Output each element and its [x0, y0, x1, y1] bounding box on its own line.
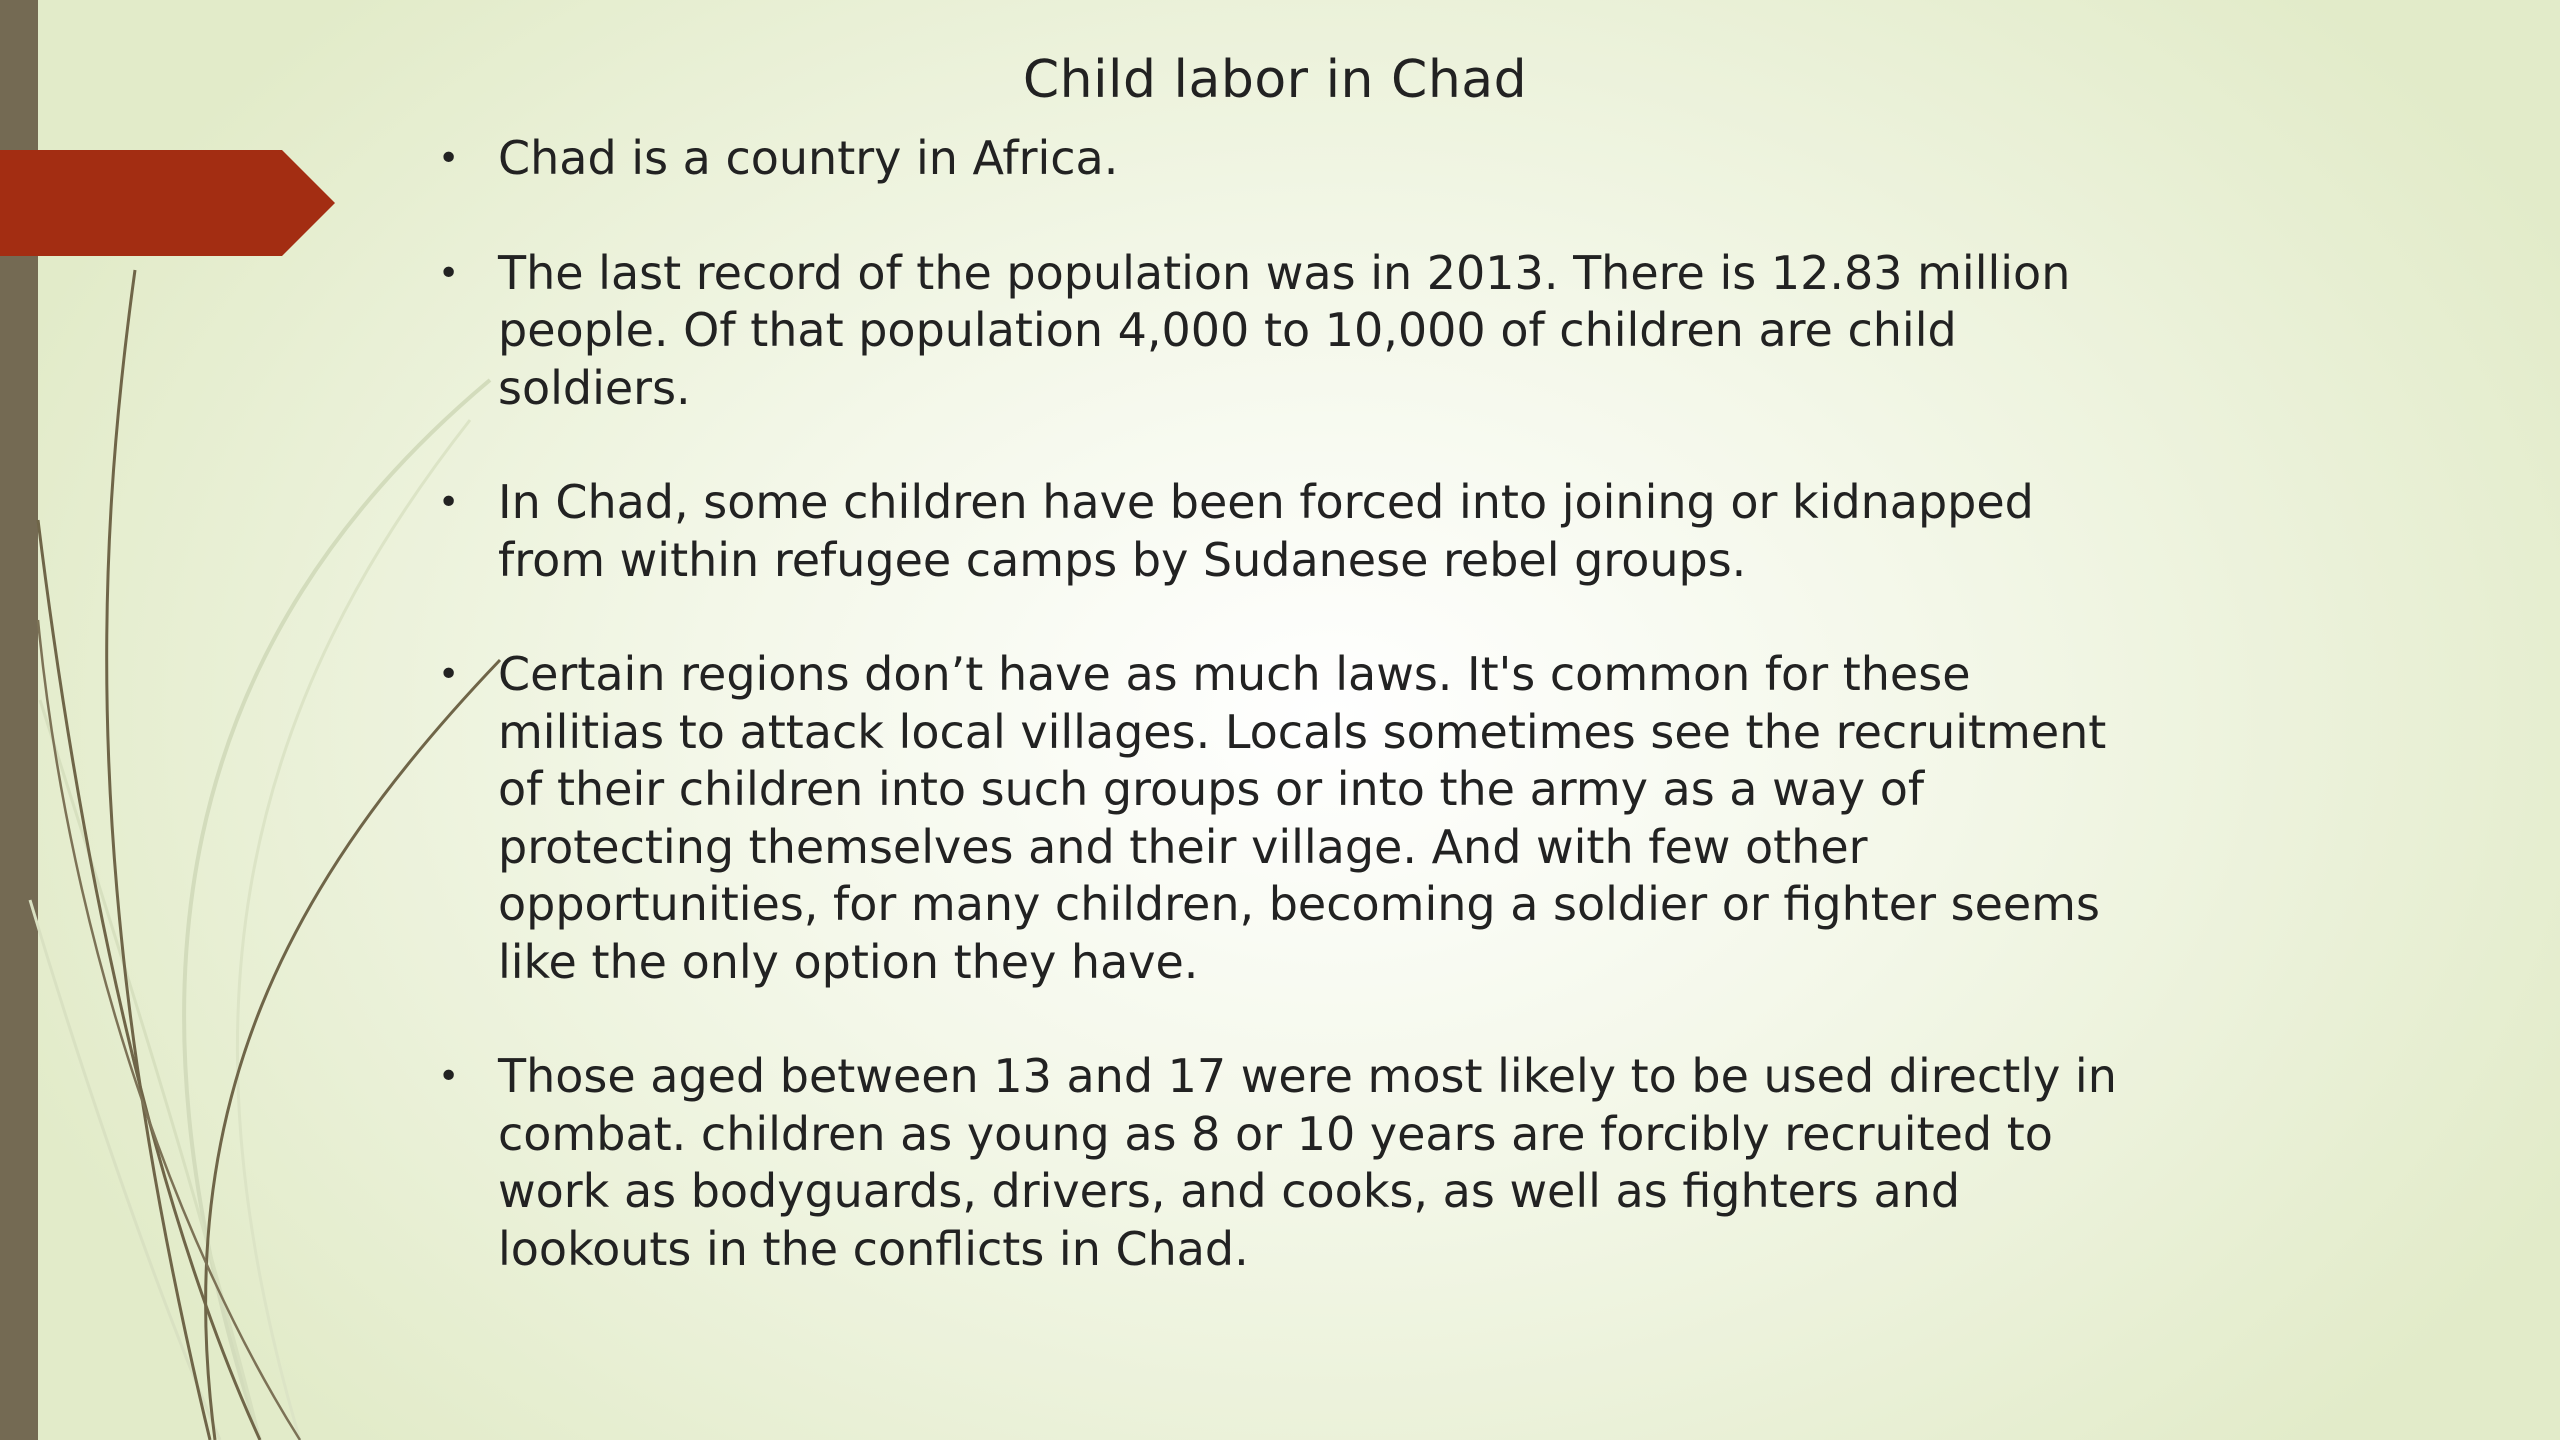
bullet-item	[438, 245, 2138, 418]
light-curve-2	[237, 420, 470, 1440]
bullet-icon: •	[438, 482, 460, 523]
bullet-text: Those aged between 13 and 17 were most likely to be used directly in combat. children as young as 8 or 10 years are forcibly recruited to work as bodyguards, drivers, and cooks, as well as fighters and lookouts in the conflicts in Chad.	[498, 1049, 2117, 1276]
dark-curve-2	[38, 520, 260, 1440]
bullet-text: Certain regions don’t have as much laws. It's common for these militias to attack local villages. Locals sometimes see the recruitment of their children into such groups or into the army as a way of protecting themselves and their village. And with few other opportunities, for many children, becoming a soldier or fighter seems like the only option they have.	[498, 647, 2107, 989]
bullet-icon: •	[438, 654, 460, 695]
accent-tab	[0, 150, 335, 256]
dark-curve-1	[107, 270, 210, 1440]
slide-title: Child labor in Chad	[1022, 50, 1528, 110]
bullet-icon: •	[438, 252, 460, 294]
bullet-list	[438, 130, 2138, 1335]
bullet-text: The last record of the population was in 2013. There is 12.83 million people. Of that population 4,000 to 10,000 of children are child soldiers.	[498, 245, 2071, 415]
bullet-text: Chad is a country in Africa.	[498, 131, 1119, 185]
bullet-item	[438, 646, 2138, 991]
bullet-icon: •	[438, 1056, 460, 1097]
bullet-item	[438, 474, 2138, 589]
bullet-icon: •	[438, 138, 460, 179]
bullet-item	[438, 130, 2138, 188]
bullet-item	[438, 1048, 2138, 1278]
light-curve-1	[184, 380, 490, 1440]
bullet-text: In Chad, some children have been forced into joining or kidnapped from within refugee camps by Sudanese rebel groups.	[498, 475, 2034, 587]
